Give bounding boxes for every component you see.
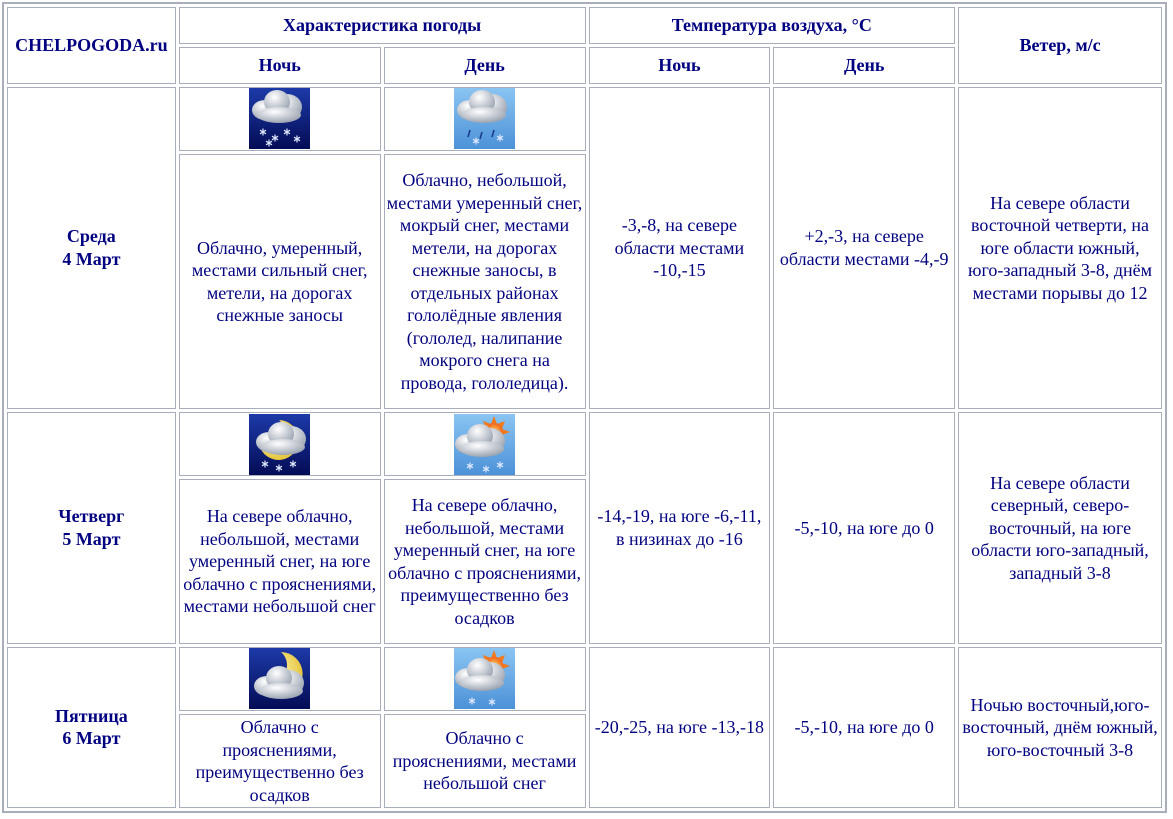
wind: Ночью восточный,юго-восточный, днём южный, юго-восточный 3-8 [958,647,1162,808]
header-temperature: Температура воздуха, °C [589,7,956,44]
moon-cloud-snow-icon [249,414,310,475]
table-row [7,87,1162,151]
header-weather-day: День [384,47,586,83]
wind: На севере области восточной четверти, на юге области южный, юго-западный 3-8, днём местами порывы до 12 [958,87,1162,409]
sun-cloud-snow-icon [454,414,515,475]
day-description: Облачно с прояснениями, местами небольшой снег [384,714,586,808]
cloud-snow-night-icon [249,88,310,149]
header-weather: Характеристика погоды [179,7,586,44]
header-weather-night: Ночь [179,47,381,83]
temp-day: -5,-10, на юге до 0 [773,412,955,644]
temp-night: -14,-19, на юге -6,-11, в низинах до -16 [589,412,771,644]
weekday: Пятница [55,705,128,726]
moon-cloud-icon [249,648,310,709]
date: 4 Март [62,248,121,269]
day-description: Облачно, небольшой, местами умеренный снег, мокрый снег, местами метели, на дорогах снежные заносы, в отдельных районах гололёдные явления (гололед, налипание мокрого снега на провода, гололедица). [384,154,586,409]
day-cell [7,412,176,644]
header-temp-night: Ночь [589,47,771,83]
weekday: Среда [66,226,116,247]
temp-night: -3,-8, на севере области местами -10,-15 [589,87,771,409]
day-cell [7,87,176,409]
day-description: На севере облачно, небольшой, местами умеренный снег, на юге облачно с прояснениями, преимущественно без осадков [384,479,586,643]
night-icon-cell [179,647,381,711]
forecast-table [4,4,1165,811]
day-cell [7,647,176,808]
header-temp-day: День [773,47,955,83]
sun-cloud-snow-icon [454,648,515,709]
site-name: CHELPOGODA.ru [7,7,176,84]
forecast-frame [2,2,1167,813]
date: 5 Март [62,528,121,549]
night-icon-cell [179,87,381,151]
night-description: На севере облачно, небольшой, местами умеренный снег, на юге облачно с прояснениями, местами небольшой снег [179,479,381,643]
wind: На севере области северный, северо-восточный, на юге области юго-западный, западный 3-8 [958,412,1162,644]
night-icon-cell [179,412,381,476]
night-description: Облачно с прояснениями, преимущественно без осадков [179,714,381,808]
date: 6 Март [62,728,121,749]
temp-night: -20,-25, на юге -13,-18 [589,647,771,808]
weekday: Четверг [58,506,125,527]
day-icon-cell [384,647,586,711]
cloud-sleet-day-icon [454,88,515,149]
temp-day: -5,-10, на юге до 0 [773,647,955,808]
table-row [7,647,1162,711]
temp-day: +2,-3, на севере области местами -4,-9 [773,87,955,409]
day-icon-cell [384,412,586,476]
day-icon-cell [384,87,586,151]
header-wind: Ветер, м/с [958,7,1162,84]
night-description: Облачно, умеренный, местами сильный снег, метели, на дорогах снежные заносы [179,154,381,409]
table-row [7,412,1162,476]
